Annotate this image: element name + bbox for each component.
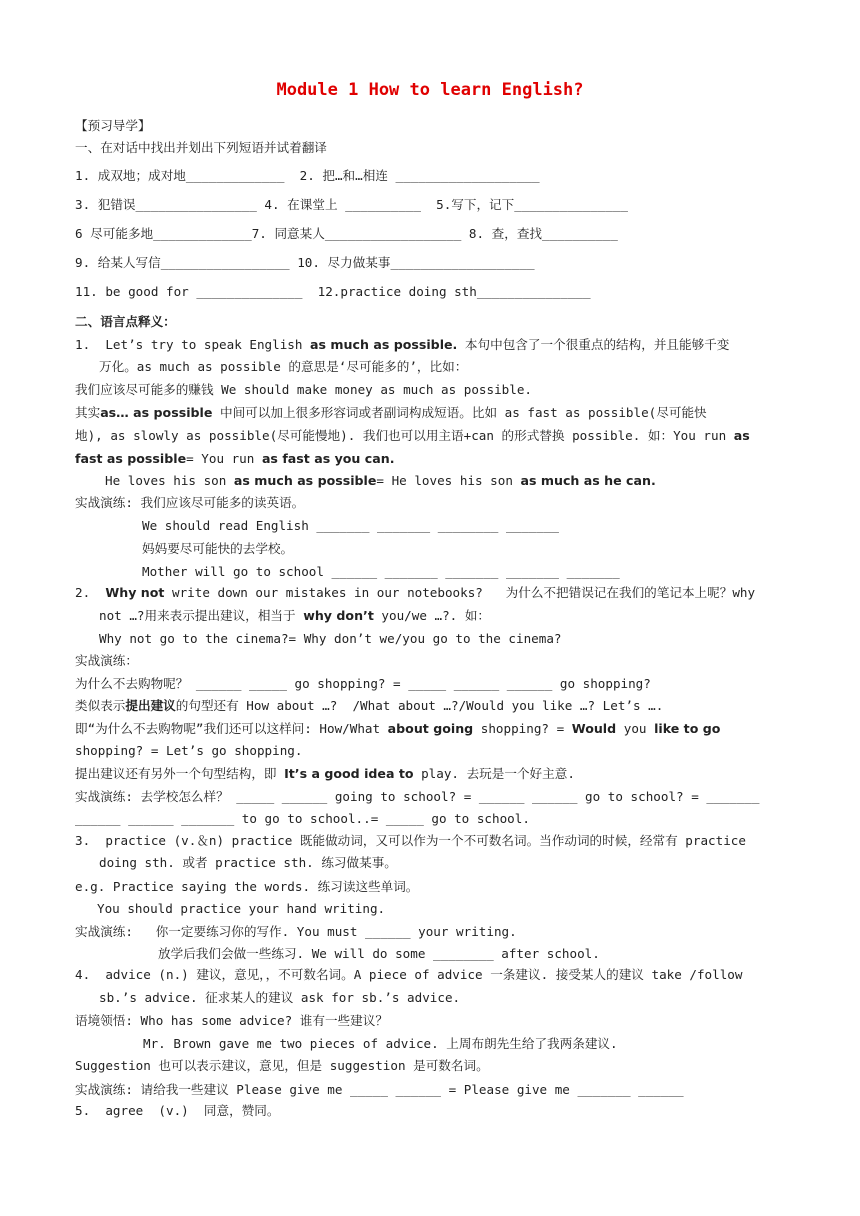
point2-line (75, 585, 755, 601)
exercise-line: 为什么不去购物呢？ ______ _____ go shopping? = _____ ______ ______ go shopping? (75, 676, 651, 691)
text: 1. Let’s try to speak English (75, 337, 311, 352)
point1-line (75, 451, 395, 467)
point4-line: 语境领悟: Who has some advice? 谁有一些建议？ (75, 1013, 388, 1028)
preview-header: 【预习导学】 (75, 118, 151, 133)
highlight: Why not (105, 585, 165, 600)
practice-label: 实战演练： (75, 653, 138, 668)
exercise-line: 实战演练: 你一定要练习你的写作. You must ______ your writing. (75, 924, 517, 939)
point2-line: Why not go to the cinema?= Why don’t we/you go to the cinema? (99, 631, 562, 646)
exercise-line: 妈妈要尽可能快的去学校。 (142, 541, 294, 556)
phrase-line: 11. be good for ______________ 12.practice doing sth_______________ (75, 284, 591, 299)
text: 中间可以加上很多形容词或者副词构成短语。比如 as fast as possible(尽可能快 (212, 405, 707, 420)
exercise-line: 实战演练: 去学校怎么样？ _____ ______ going to school? = ______ ______ go to school? = _______ (75, 789, 760, 804)
text: 本句中包含了一个很重点的结构，并且能够千变 (457, 337, 730, 352)
point3-line: e.g. Practice saying the words. 练习读这些单词。 (75, 879, 419, 894)
highlight: 提出建议 (125, 698, 176, 713)
practice-label: 实战演练: 我们应该尽可能多的读英语。 (75, 495, 305, 510)
highlight: as… as possible (100, 405, 213, 420)
point1-line: 万化。as much as possible 的意思是‘尽可能多的’，比如： (99, 359, 468, 374)
text: 提出建议还有另外一个句型结构，即 (75, 766, 285, 781)
highlight: fast as possible (75, 451, 187, 466)
exercise-line: 实战演练: 请给我一些建议 Please give me _____ ______ = Please give me _______ ______ (75, 1082, 684, 1097)
exercise-line: Mother will go to school ______ _______ _______ _______ _______ (142, 564, 620, 579)
exercise-line: We should read English _______ _______ ________ _______ (142, 518, 560, 533)
text: shopping? = (473, 721, 572, 736)
text: 地), as slowly as possible(尽可能慢地). 我们也可以用主语+can 的形式替换 possible. 如：You run (75, 428, 734, 443)
text: 即“为什么不去购物呢”我们还可以这样问: How/What (75, 721, 388, 736)
text: He loves his son (105, 473, 234, 488)
point1-line (75, 337, 729, 353)
highlight: It’s a good idea to (284, 766, 414, 781)
text: 其实 (75, 405, 101, 420)
text: you/we …?. 如： (373, 608, 491, 623)
point2-line (75, 766, 575, 782)
point4-line: 4. advice (n.) 建议，意见，，不可数名词。A piece of advice 一条建议. 接受某人的建议 take /follow (75, 967, 743, 982)
highlight: as much as possible. (310, 337, 458, 352)
text: play. 去玩是一个好主意. (413, 766, 575, 781)
point3-line: 3. practice (v.＆n) practice 既能做动词，又可以作为一个不可数名词。当作动词的时候，经常有 practice (75, 833, 746, 848)
highlight: as (733, 428, 750, 443)
point1-line: 我们应该尽可能多的赚钱 We should make money as much as possible. (75, 382, 532, 397)
highlight: why don’t (303, 608, 374, 623)
point4-line: sb.’s advice. 征求某人的建议 ask for sb.’s advice. (99, 990, 461, 1005)
point2-line (75, 721, 720, 737)
point3-line: You should practice your hand writing. (97, 901, 386, 916)
point4-line: Suggestion 也可以表示建议，意见，但是 suggestion 是可数名词。 (75, 1058, 489, 1073)
text: = He loves his son (376, 473, 521, 488)
highlight: as fast as you can. (261, 451, 395, 466)
point2-line (75, 698, 663, 714)
highlight: about going (387, 721, 474, 736)
point4-line: Mr. Brown gave me two pieces of advice. 上周布朗先生给了我两条建议. (143, 1036, 618, 1051)
point5-line: 5. agree (v.) 同意，赞同。 (75, 1103, 280, 1118)
text: not …?用来表示提出建议，相当于 (99, 608, 304, 623)
point1-line (105, 473, 656, 489)
phrase-line: 3. 犯错误________________ 4. 在课堂上 __________ 5.写下，记下_______________ (75, 197, 628, 212)
point2-line (99, 608, 490, 624)
phrase-line: 6 尽可能多地_____________7. 同意某人__________________ 8. 查，查找__________ (75, 226, 618, 241)
point1-line (75, 405, 707, 421)
part2-heading: 二、语言点释义： (75, 314, 176, 329)
point3-line: doing sth. 或者 practice sth. 练习做某事。 (99, 855, 397, 870)
phrase-line: 9. 给某人写信_________________ 10. 尽力做某事___________________ (75, 255, 535, 270)
text: 2. (75, 585, 106, 600)
exercise-line: ______ ______ _______ to go to school..= _____ go to school. (75, 811, 530, 826)
text: 的句型还有 How about …? /What about …?/Would you like …? Let’s …. (175, 698, 664, 713)
text: 类似表示 (75, 698, 126, 713)
highlight: as much as possible (233, 473, 377, 488)
text: = You run (186, 451, 262, 466)
highlight: like to go (654, 721, 721, 736)
point1-line (75, 428, 750, 444)
text: you (616, 721, 655, 736)
phrase-line: 1. 成双地；成对地_____________ 2. 把…和…相连 ___________________ (75, 168, 540, 183)
text: write down our mistakes in our notebooks? 为什么不把错误记在我们的笔记本上呢？why (164, 585, 756, 600)
exercise-line: 放学后我们会做一些练习. We will do some ________ after school. (158, 946, 600, 961)
highlight: Would (571, 721, 617, 736)
highlight: as much as he can. (520, 473, 656, 488)
part1-heading: 一、在对话中找出并划出下列短语并试着翻译 (75, 140, 327, 155)
point2-line: shopping? = Let’s go shopping. (75, 743, 303, 758)
page-title: Module 1 How to learn English? (276, 80, 584, 100)
